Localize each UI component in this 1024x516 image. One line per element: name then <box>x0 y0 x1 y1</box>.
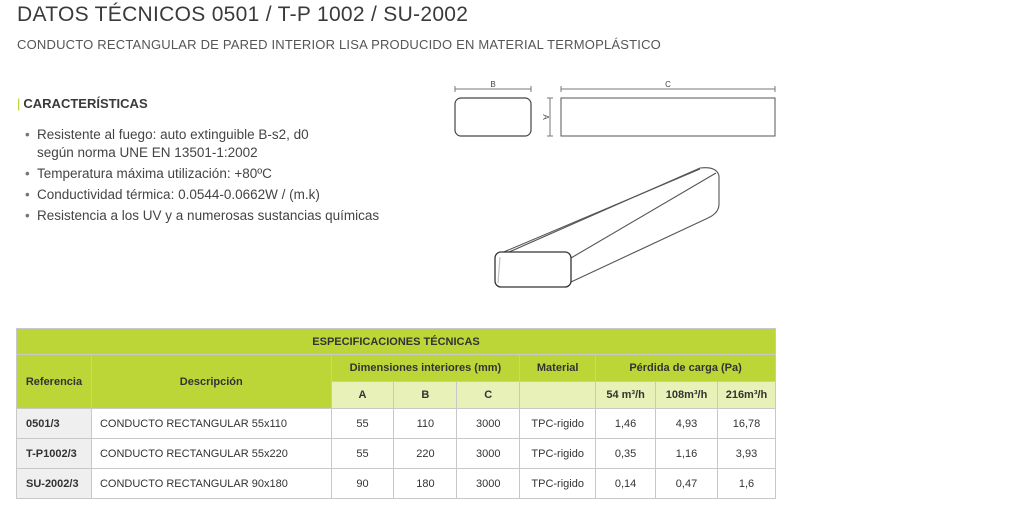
cell-c: 3000 <box>457 469 520 499</box>
feature-item <box>25 165 425 183</box>
feature-item <box>25 207 425 225</box>
cell-ref: SU-2002/3 <box>17 469 92 499</box>
dim-label-c: C <box>665 80 671 89</box>
cell-desc: CONDUCTO RECTANGULAR 55x110 <box>91 409 331 439</box>
spec-table <box>16 328 776 499</box>
feature-text-line2: según norma UNE EN 13501-1:2002 <box>37 145 258 160</box>
page-subtitle: CONDUCTO RECTANGULAR DE PARED INTERIOR LISA PRODUCIDO EN MATERIAL TERMOPLÁSTICO <box>17 37 661 52</box>
header-material-sub <box>520 382 596 409</box>
header-material: Material <box>520 355 596 382</box>
cell-p2: 1,16 <box>656 439 718 469</box>
table-row <box>17 409 776 439</box>
feature-text: Resistente al fuego: auto extinguible B-s2, d0 <box>37 127 309 142</box>
dim-label-b: B <box>490 80 496 89</box>
feature-item <box>25 186 425 204</box>
cell-b: 220 <box>394 439 457 469</box>
feature-text: Conductividad térmica: 0.0544-0.0662W / (m.k) <box>37 187 320 202</box>
cell-p1: 1,46 <box>596 409 656 439</box>
cell-ref: 0501/3 <box>17 409 92 439</box>
features-list <box>25 126 425 228</box>
features-heading-text: CARACTERÍSTICAS <box>23 96 148 111</box>
table-row <box>17 469 776 499</box>
feature-item <box>25 126 425 162</box>
header-a: A <box>331 382 394 409</box>
cell-material: TPC-rigido <box>520 409 596 439</box>
cell-c: 3000 <box>457 409 520 439</box>
header-perdida: Pérdida de carga (Pa) <box>596 355 776 382</box>
cell-p3: 3,93 <box>717 439 775 469</box>
cell-desc: CONDUCTO RECTANGULAR 55x220 <box>91 439 331 469</box>
duct-diagram <box>440 76 785 296</box>
cell-material: TPC-rigido <box>520 439 596 469</box>
header-dimensiones: Dimensiones interiores (mm) <box>331 355 520 382</box>
features-heading <box>17 96 148 111</box>
table-row <box>17 439 776 469</box>
cell-a: 55 <box>331 409 394 439</box>
feature-text: Resistencia a los UV y a numerosas sustancias químicas <box>37 208 380 223</box>
cell-p3: 1,6 <box>717 469 775 499</box>
cell-p2: 0,47 <box>656 469 718 499</box>
header-q2: 108m³/h <box>656 382 718 409</box>
header-c: C <box>457 382 520 409</box>
cell-p1: 0,35 <box>596 439 656 469</box>
cell-a: 90 <box>331 469 394 499</box>
header-q1: 54 m³/h <box>596 382 656 409</box>
feature-text: Temperatura máxima utilización: +80ºC <box>37 166 272 181</box>
dim-label-a: A <box>541 114 550 120</box>
side-view <box>561 98 775 136</box>
cell-desc: CONDUCTO RECTANGULAR 90x180 <box>91 469 331 499</box>
duct-3d <box>495 168 719 287</box>
cell-ref: T-P1002/3 <box>17 439 92 469</box>
cell-b: 180 <box>394 469 457 499</box>
cell-material: TPC-rigido <box>520 469 596 499</box>
header-descripcion: Descripción <box>91 355 331 409</box>
cell-b: 110 <box>394 409 457 439</box>
header-referencia: Referencia <box>17 355 92 409</box>
header-b: B <box>394 382 457 409</box>
page-title: DATOS TÉCNICOS 0501 / T-P 1002 / SU-2002 <box>17 3 469 26</box>
header-q3: 216m³/h <box>717 382 775 409</box>
cell-p2: 4,93 <box>656 409 718 439</box>
cell-c: 3000 <box>457 439 520 469</box>
cell-p1: 0,14 <box>596 469 656 499</box>
cross-section <box>455 98 531 136</box>
heading-bar-icon: | <box>17 96 21 111</box>
cell-p3: 16,78 <box>717 409 775 439</box>
table-title: ESPECIFICACIONES TÉCNICAS <box>17 329 776 355</box>
cell-a: 55 <box>331 439 394 469</box>
